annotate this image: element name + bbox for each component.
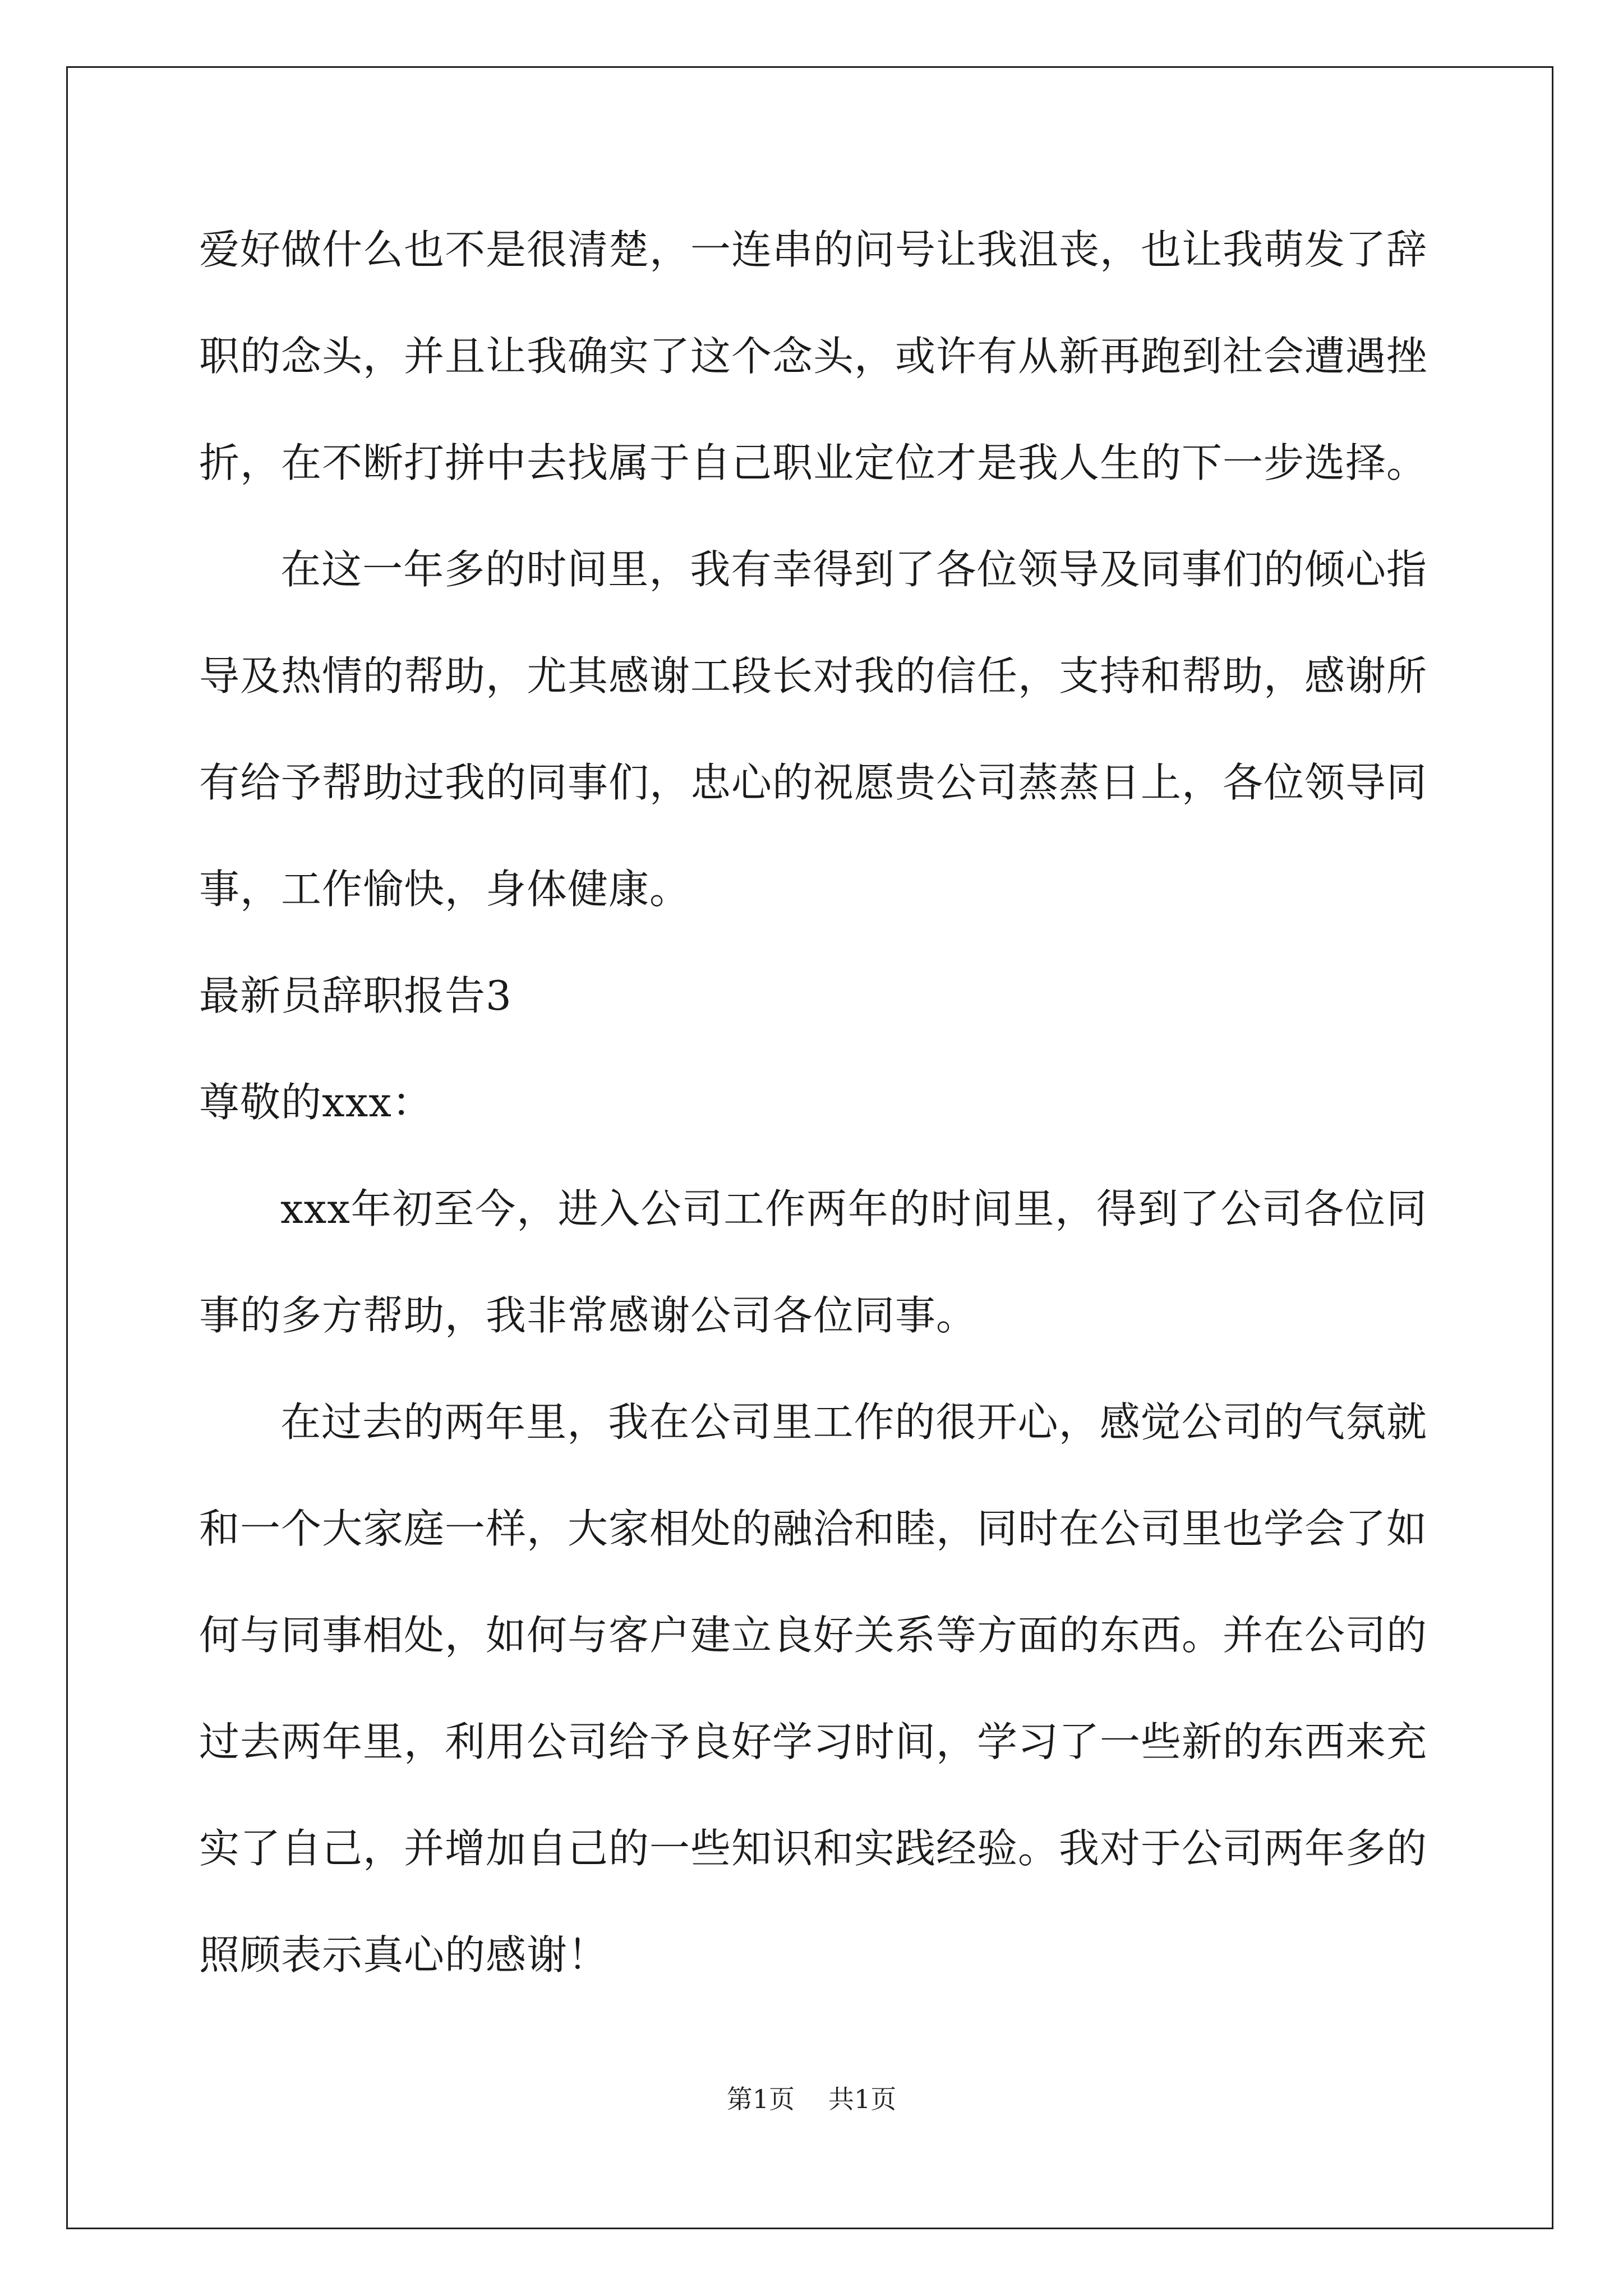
page-number-total: 共1页 [828,2084,897,2114]
paragraph-line: 折，在不断打拼中去找属于自己职业定位才是我人生的下一步选择。 [199,439,1428,486]
paragraph-line: 照顾表示真心的感谢！ [199,1931,609,1978]
paragraph-line: 事的多方帮助，我非常感谢公司各位同事。 [199,1292,978,1339]
paragraph-line: 过去两年里，利用公司给予良好学习时间，学习了一些新的东西来充 [199,1718,1428,1765]
paragraph-line: 爱好做什么也不是很清楚，一连串的问号让我沮丧，也让我萌发了辞 [199,226,1428,273]
paragraph-line: 在过去的两年里，我在公司里工作的很开心，感觉公司的气氛就 [280,1398,1427,1446]
paragraph-line: xxx年初至今，进入公司工作两年的时间里，得到了公司各位同 [280,1185,1427,1232]
paragraph-line: 和一个大家庭一样，大家相处的融洽和睦，同时在公司里也学会了如 [199,1505,1428,1552]
page-border [66,66,1553,2229]
paragraph-line: 在这一年多的时间里，我有幸得到了各位领导及同事们的倾心指 [280,546,1427,593]
paragraph-line: 导及热情的帮助，尤其感谢工段长对我的信任，支持和帮助，感谢所 [199,652,1428,700]
page-number-current: 第1页 [726,2084,795,2114]
paragraph-line: 实了自己，并增加自己的一些知识和实践经验。我对于公司两年多的 [199,1825,1428,1872]
paragraph-line: 职的念头，并且让我确实了这个念头，或许有从新再跑到社会遭遇挫 [199,333,1428,380]
paragraph-line: 何与同事相处，如何与客户建立良好关系等方面的东西。并在公司的 [199,1612,1428,1659]
paragraph-line: 事，工作愉快，身体健康。 [199,866,691,913]
paragraph-line: 有给予帮助过我的同事们，忠心的祝愿贵公司蒸蒸日上，各位领导同 [199,759,1428,806]
section-heading: 最新员辞职报告3 [199,972,512,1019]
page-footer [0,2082,1623,2116]
salutation: 尊敬的xxx： [199,1079,433,1126]
